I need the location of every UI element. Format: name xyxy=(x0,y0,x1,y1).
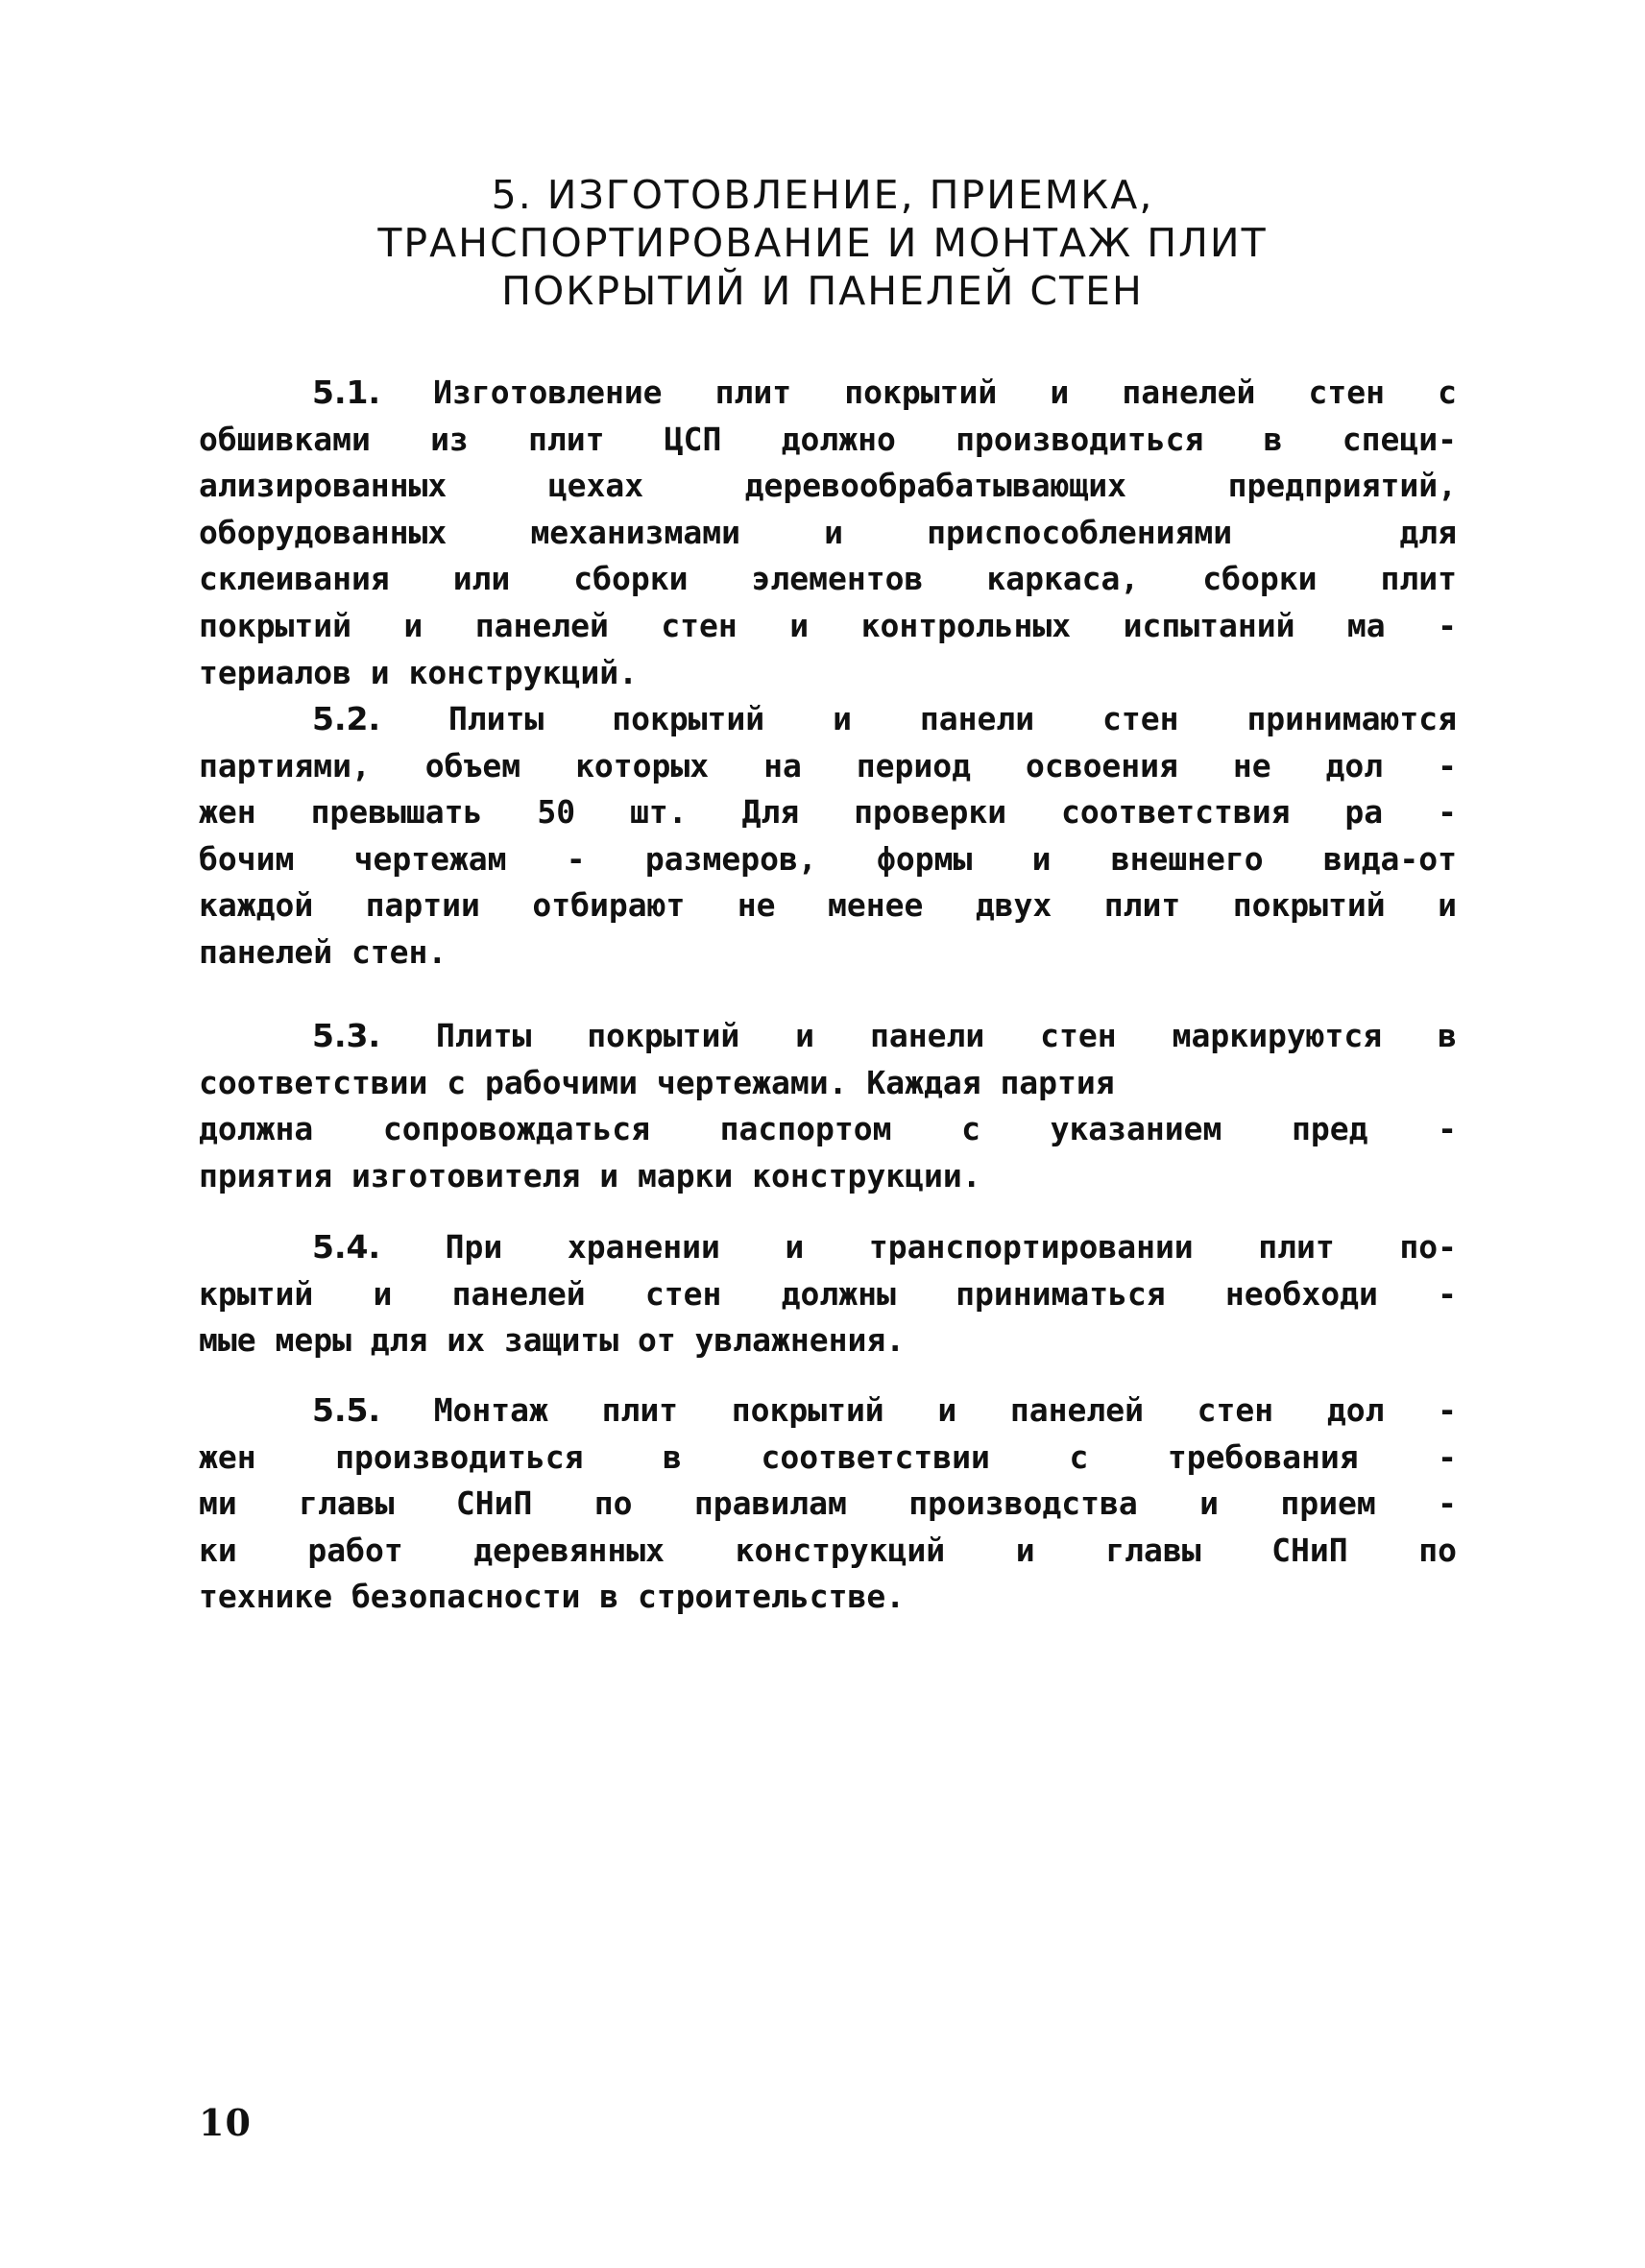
text-line xyxy=(199,1013,1457,1060)
text-line xyxy=(199,696,1457,743)
text-line: оборудованных механизмами и приспособлениями для xyxy=(199,513,1457,551)
text-line: приятия изготовителя и марки конструкции. xyxy=(199,1156,981,1194)
paragraph-5-4 xyxy=(199,1224,1457,1364)
text-line: жен превышать 50 шт. Для проверки соответствия ра - xyxy=(199,793,1457,832)
heading-line: ТРАНСПОРТИРОВАНИЕ И МОНТАЖ ПЛИТ xyxy=(377,220,1268,266)
text-line: должна сопровождаться паспортом с указанием пред - xyxy=(199,1110,1457,1148)
text-line: бочим чертежам - размеров, формы и внешнего вида-от xyxy=(199,839,1457,878)
text-line: териалов и конструкций. xyxy=(199,653,638,691)
text-line: панелей стен. xyxy=(199,932,448,971)
text-line-content: Плиты покрытий и панели стен маркируются в xyxy=(435,1017,1457,1054)
text-line: ализированных цехах деревообрабатывающих предприятий, xyxy=(199,467,1457,505)
page-number: 10 xyxy=(199,2101,252,2144)
text-line-content: При хранении и транспортировании плит по- xyxy=(445,1228,1458,1266)
text-line: ми главы СНиП по правилам производства и прием - xyxy=(199,1484,1457,1523)
paragraph-number: 5.4. xyxy=(312,1228,380,1266)
text-line: технике безопасности в строительстве. xyxy=(199,1578,906,1616)
text-line: партиями, объем которых на период освоения не дол - xyxy=(199,746,1457,784)
paragraph-number: 5.2. xyxy=(312,700,380,737)
text-line: крытий и панелей стен должны приниматься необходи - xyxy=(199,1274,1457,1313)
text-line xyxy=(199,370,1457,417)
section-heading xyxy=(192,171,1453,315)
paragraph-number: 5.3. xyxy=(312,1017,380,1054)
paragraph-number: 5.1. xyxy=(312,374,380,411)
paragraph-5-1 xyxy=(199,370,1457,696)
text-line: ки работ деревянных конструкций и главы СНиП по xyxy=(199,1531,1457,1569)
paragraph-5-2 xyxy=(199,696,1457,977)
text-line: каждой партии отбирают не менее двух плит покрытий и xyxy=(199,886,1457,925)
text-line: склеивания или сборки элементов каркаса, сборки плит xyxy=(199,560,1457,598)
text-line: покрытий и панелей стен и контрольных испытаний ма - xyxy=(199,606,1457,644)
text-line-content: Монтаж плит покрытий и панелей стен дол - xyxy=(433,1391,1457,1429)
paragraph-5-5 xyxy=(199,1387,1457,1621)
heading-line: ПОКРЫТИЙ И ПАНЕЛЕЙ СТЕН xyxy=(501,268,1144,314)
text-line-content: Плиты покрытий и панели стен принимаются xyxy=(448,700,1457,737)
text-line-content: Изготовление плит покрытий и панелей стен с xyxy=(433,374,1458,411)
heading-line: 5. ИЗГОТОВЛЕНИЕ, ПРИЕМКА, xyxy=(491,172,1154,218)
paragraph-number: 5.5. xyxy=(312,1391,380,1429)
text-line: обшивками из плит ЦСП должно производиться в специ- xyxy=(199,420,1457,458)
text-line xyxy=(199,1387,1457,1435)
text-line: соответствии с рабочими чертежами. Каждая партия xyxy=(199,1063,1115,1101)
text-line xyxy=(199,1224,1457,1271)
paragraph-5-3 xyxy=(199,1013,1457,1199)
text-line: мые меры для их защиты от увлажнения. xyxy=(199,1321,906,1360)
text-line: жен производиться в соответствии с требования - xyxy=(199,1437,1457,1476)
